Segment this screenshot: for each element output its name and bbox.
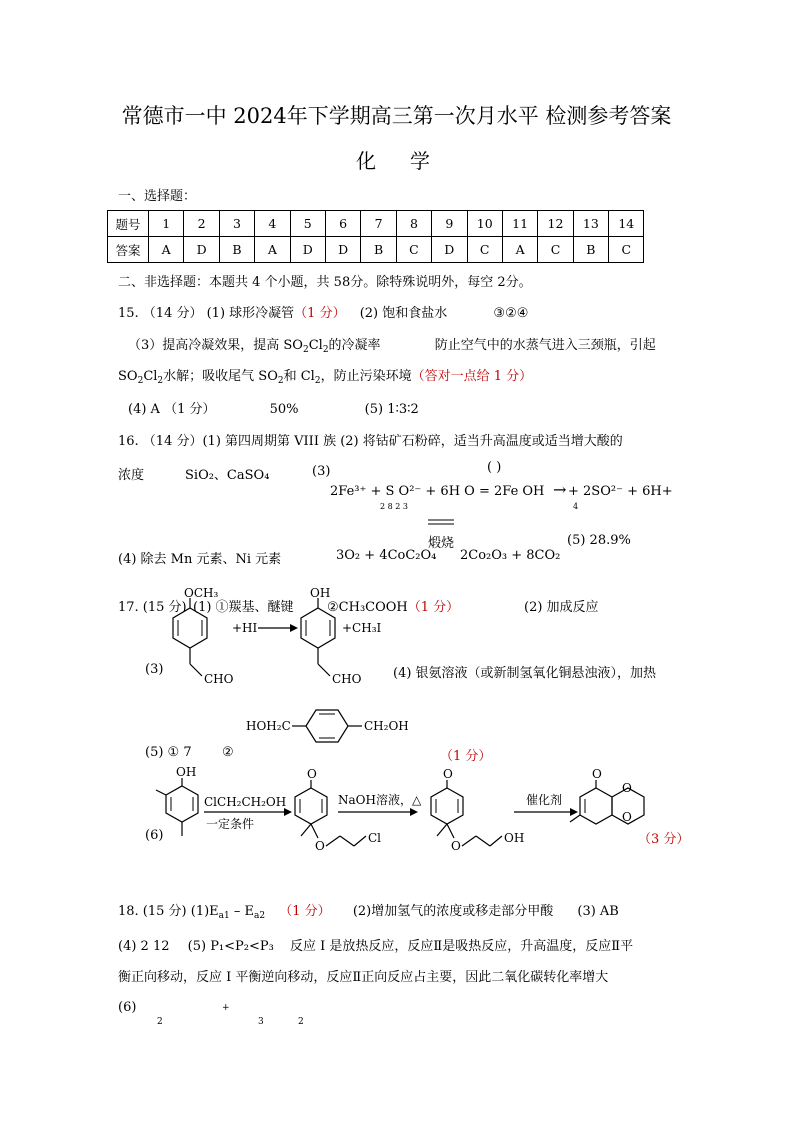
cl-label: Cl bbox=[368, 831, 382, 845]
table-cell: 11 bbox=[502, 211, 537, 237]
table-header-number: 题号 bbox=[108, 211, 149, 237]
table-cell: B bbox=[573, 237, 608, 263]
q15-text: ，防止污染环境 bbox=[320, 369, 412, 384]
q18-line-2 bbox=[118, 935, 633, 954]
table-cell: 8 bbox=[396, 211, 431, 237]
q16-line-1: 16. （14 分）(1) 第四周期第 VIII 族 (2) 将钴矿石粉碎，适当升高温度或适当增大酸的 bbox=[118, 434, 623, 449]
q15-line-1 bbox=[118, 302, 528, 321]
arrow-icon: → bbox=[553, 480, 567, 499]
condition-label: 一定条件 bbox=[206, 817, 255, 831]
q18-text: (5) P₁<P₂<P₃ bbox=[187, 939, 274, 954]
q17-reaction-3-diagram bbox=[150, 588, 390, 698]
table-cell: D bbox=[184, 237, 219, 263]
table-header-answer: 答案 bbox=[108, 237, 149, 263]
q15-text: 防止空气中的水蒸气进入三颈瓶，引起 bbox=[434, 338, 656, 353]
q15-text: 水解；吸收尾气 SO bbox=[163, 369, 278, 384]
table-cell: 4 bbox=[255, 211, 290, 237]
table-cell: C bbox=[467, 237, 502, 263]
q18-line-1 bbox=[118, 900, 619, 921]
equation-subscript-4: 4 bbox=[573, 502, 579, 511]
q15-text: (5) 1∶3∶2 bbox=[364, 402, 419, 417]
q15-part-2b: ③②④ bbox=[493, 306, 529, 321]
table-cell: 3 bbox=[219, 211, 254, 237]
q17-text: ②CH₃COOH bbox=[327, 600, 408, 615]
oxygen-label: O bbox=[622, 810, 632, 824]
q17-part-6-synthesis-route bbox=[160, 766, 680, 856]
subscript: a1 bbox=[218, 911, 230, 921]
oxygen-label: O bbox=[451, 839, 461, 853]
fragment-text: 2 bbox=[157, 1017, 163, 1027]
score-note: （1 分） bbox=[294, 306, 346, 321]
q18-text: 18. (15 分) (1)E bbox=[118, 904, 219, 919]
q18-line-3: 衡正向移动，反应 I 平衡逆向移动，反应Ⅱ正向反应占主要，因此二氧化碳转化率增大 bbox=[118, 970, 609, 985]
oh-label: OH bbox=[310, 586, 331, 600]
oxygen-label: O bbox=[443, 767, 453, 781]
q17-line-1-d: (2) 加成反应 bbox=[524, 600, 599, 615]
table-cell: D bbox=[290, 237, 325, 263]
table-cell: 5 bbox=[290, 211, 325, 237]
score-note: （3 分） bbox=[638, 832, 690, 847]
q17-part-5: (5) ① 7 bbox=[145, 745, 192, 760]
fragment-text: 2 bbox=[298, 1017, 304, 1027]
table-cell: B bbox=[361, 237, 396, 263]
subscript: 2 bbox=[322, 345, 329, 355]
subscript: 2 bbox=[137, 376, 144, 386]
oxygen-label: O bbox=[622, 781, 632, 795]
table-row bbox=[108, 211, 644, 237]
q15-text: Cl bbox=[143, 369, 158, 384]
table-cell: A bbox=[149, 237, 184, 263]
q18-line-4: (6) bbox=[118, 1000, 137, 1015]
q18-text: – E bbox=[229, 904, 255, 919]
oxygen-label: O bbox=[307, 767, 317, 781]
q16-line-2-a: 浓度 bbox=[118, 468, 145, 483]
oh-label: OH bbox=[504, 831, 525, 845]
oh-label: OH bbox=[176, 765, 197, 779]
q17-part-5b: ② bbox=[222, 745, 234, 760]
cho-label-right: CHO bbox=[332, 672, 362, 686]
subject-title-1: 化 bbox=[356, 149, 376, 173]
table-cell: 7 bbox=[361, 211, 396, 237]
table-cell: C bbox=[538, 237, 573, 263]
table-cell: C bbox=[396, 237, 431, 263]
section-1-heading: 一、选择题： bbox=[118, 189, 197, 204]
q15-text: (4) A （1 分） bbox=[128, 402, 216, 417]
q15-text: 和 Cl bbox=[283, 369, 315, 384]
q18-text: (3) AB bbox=[577, 904, 619, 919]
table-cell: B bbox=[219, 237, 254, 263]
reagent-2-label: NaOH溶液，△ bbox=[338, 793, 422, 807]
q15-line-2 bbox=[128, 334, 656, 355]
q16-line-2-b: SiO₂、CaSO₄ bbox=[185, 468, 270, 483]
q17-part-5-structure bbox=[246, 704, 446, 748]
q15-text: SO bbox=[118, 369, 138, 384]
catalyst-label: 催化剂 bbox=[526, 793, 563, 807]
q18-text: (2)增加氢气的浓度或移走部分甲酸 bbox=[352, 904, 554, 919]
q16-line-4-a: (4) 除去 Mn 元素、Ni 元素 bbox=[118, 552, 282, 567]
ch2oh-label: CH₂OH bbox=[364, 719, 409, 733]
subscript: 2 bbox=[277, 376, 284, 386]
hi-label: +HI bbox=[232, 621, 258, 635]
q15-part-2: (2) 饱和食盐水 bbox=[359, 306, 448, 321]
fragment-text: + bbox=[222, 1003, 230, 1013]
hoh2c-label: HOH₂C bbox=[246, 719, 291, 733]
table-row bbox=[108, 237, 644, 263]
q17-line-1-a: 17. (15 分) bbox=[118, 600, 187, 615]
document-title: 常德市一中 2024年下学期高三第一次月水平 检测参考答案 bbox=[121, 104, 672, 128]
ch3i-label: +CH₃I bbox=[342, 621, 382, 635]
table-cell: 2 bbox=[184, 211, 219, 237]
subject-title-2: 学 bbox=[410, 149, 430, 173]
oxygen-label: O bbox=[315, 839, 325, 853]
q17-part-6: (6) bbox=[145, 828, 164, 843]
double-line-icon bbox=[428, 519, 458, 527]
q18-text: 反应 I 是放热反应，反应Ⅱ是吸热反应，升高温度，反应Ⅱ平 bbox=[290, 939, 634, 954]
subscript: 2 bbox=[302, 345, 309, 355]
table-cell: C bbox=[609, 237, 644, 263]
subscript: 2 bbox=[157, 376, 164, 386]
q15-text: 的冷凝率 bbox=[328, 338, 381, 353]
calcine-label: 煅烧 bbox=[428, 536, 455, 551]
q15-line-4 bbox=[128, 398, 419, 417]
section-2-heading: 二、非选择题：本题共 4 个小题，共 58分。除特殊说明外，每空 2分。 bbox=[118, 275, 532, 290]
q15-text: Cl bbox=[308, 338, 323, 353]
equation-paren: ( ) bbox=[487, 460, 502, 475]
score-note: （1 分） bbox=[279, 904, 331, 919]
q17-line-1-b: (1) ①羰基、醚键 bbox=[193, 600, 294, 615]
q15-part-1: 15. （14 分） (1) 球形冷凝管 bbox=[118, 306, 295, 321]
equation-left: 2Fe³⁺ + S O²⁻ + 6H O = 2Fe OH bbox=[330, 484, 545, 499]
q16-line-4-b: 3O₂ + 4CoC₂O₄ bbox=[336, 548, 437, 563]
q16-line-4-d: (5) 28.9% bbox=[567, 533, 631, 548]
q18-text: (4) 2 12 bbox=[118, 939, 170, 954]
table-cell: 14 bbox=[609, 211, 644, 237]
q15-line-3 bbox=[118, 365, 532, 386]
q16-line-4-c: 2Co₂O₃ + 8CO₂ bbox=[460, 548, 561, 563]
score-note: （1 分） bbox=[440, 749, 492, 764]
equation-right: + 2SO²⁻ + 6H+ bbox=[568, 484, 673, 499]
table-cell: D bbox=[432, 237, 467, 263]
table-cell: 10 bbox=[467, 211, 502, 237]
table-cell: D bbox=[325, 237, 360, 263]
fragment-text: 3 bbox=[258, 1017, 264, 1027]
q17-part-4: (4) 银氨溶液（或新制氢氧化铜悬浊液），加热 bbox=[393, 666, 657, 681]
q17-part-3: (3) bbox=[145, 662, 164, 677]
q15-text: 50% bbox=[269, 402, 299, 417]
table-cell: 12 bbox=[538, 211, 573, 237]
table-cell: 9 bbox=[432, 211, 467, 237]
cho-label-left: CHO bbox=[204, 672, 234, 686]
table-cell: 6 bbox=[325, 211, 360, 237]
table-cell: A bbox=[255, 237, 290, 263]
oxygen-label: O bbox=[592, 767, 602, 781]
score-note: （1 分） bbox=[407, 600, 460, 615]
q15-text: （3）提高冷凝效果，提高 SO bbox=[128, 338, 303, 353]
equation-subscripts: 2 8 2 3 bbox=[380, 502, 408, 511]
table-cell: 1 bbox=[149, 211, 184, 237]
table-cell: A bbox=[502, 237, 537, 263]
reagent-1-label: ClCH₂CH₂OH bbox=[204, 795, 287, 809]
subscript: 2 bbox=[314, 376, 321, 386]
subscript: a2 bbox=[254, 911, 266, 921]
score-note: （答对一点给 1 分） bbox=[411, 369, 533, 384]
och3-label: OCH₃ bbox=[184, 586, 219, 600]
q16-line-2-c: (3) bbox=[312, 464, 331, 479]
answer-table bbox=[107, 210, 644, 263]
table-cell: 13 bbox=[573, 211, 608, 237]
